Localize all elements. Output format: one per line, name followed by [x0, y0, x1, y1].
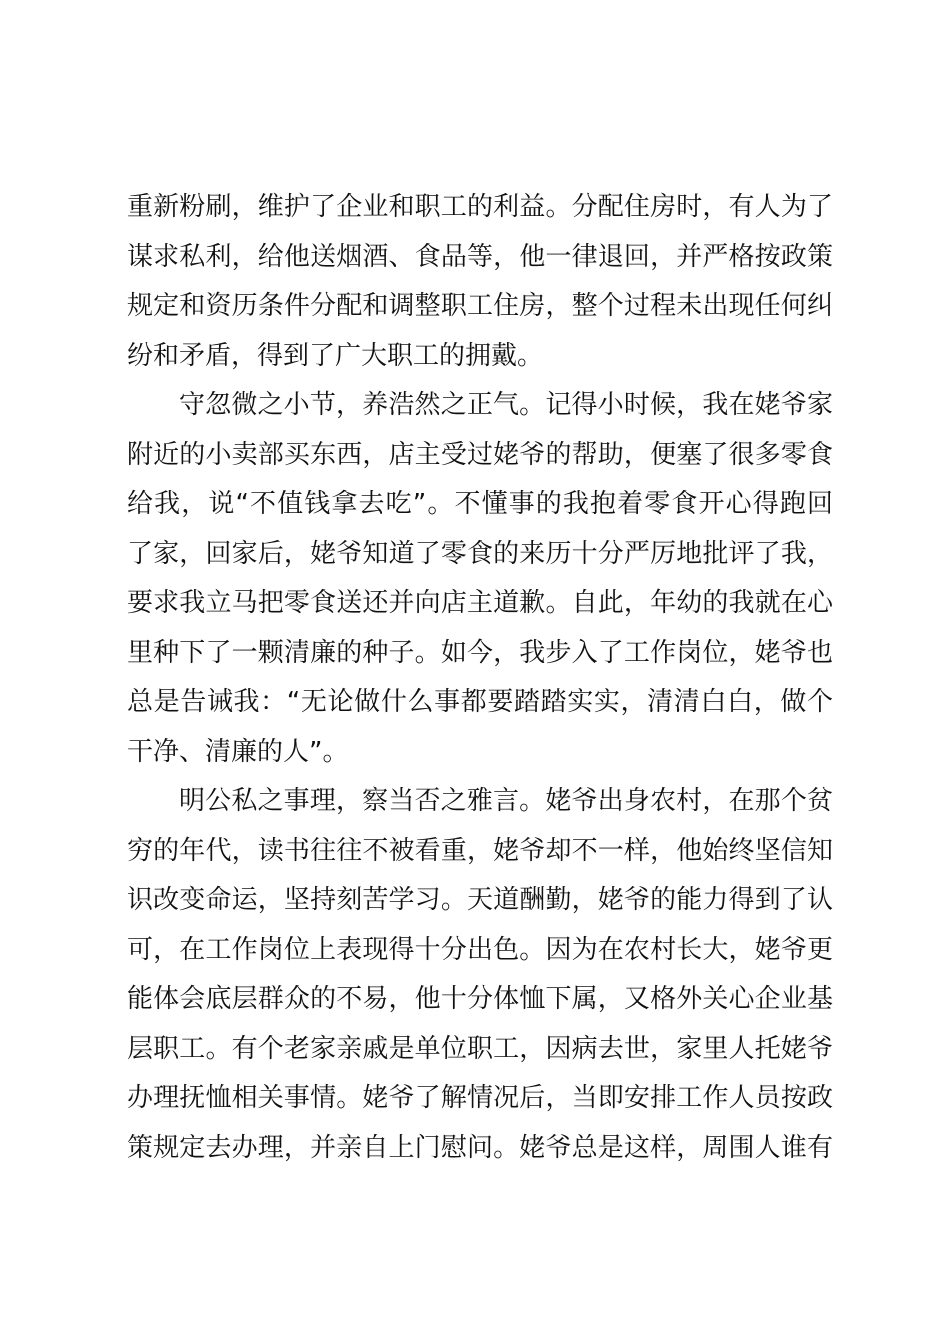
paragraph-3-line-2: 穷的年代，读书往往不被看重，姥爷却不一样，他始终坚信知 — [127, 835, 833, 866]
paragraph-1-line-4: 纷和矛盾，得到了广大职工的拥戴。 — [127, 340, 544, 371]
paragraph-2-line-5: 要求我立马把零食送还并向店主道歉。自此，年幼的我就在心 — [127, 588, 833, 618]
paragraph-2-line-6: 里种下了一颗清廉的种子。如今，我步入了工作岗位，姥爷也 — [127, 637, 833, 668]
paragraph-3-line-4: 可，在工作岗位上表现得十分出色。因为在农村长大，姥爷更 — [127, 934, 833, 965]
paragraph-2-line-4: 了家，回家后，姥爷知道了零食的来历十分严厉地批评了我， — [127, 538, 833, 569]
paragraph-1-line-3: 规定和资历条件分配和调整职工住房，整个过程未出现任何纠 — [127, 291, 833, 321]
paragraph-2-line-3: 给我，说“不值钱拿去吃”。不懂事的我抱着零食开心得跑回 — [127, 489, 833, 519]
paragraph-3-line-5: 能体会底层群众的不易，他十分体恤下属，又格外关心企业基 — [127, 984, 833, 1014]
paragraph-3-line-1: 明公私之事理，察当否之雅言。姥爷出身农村，在那个贫 — [179, 786, 833, 816]
paragraph-3-line-3: 识改变命运，坚持刻苦学习。天道酬勤，姥爷的能力得到了认 — [127, 885, 833, 915]
paragraph-2-line-7: 总是告诫我：“无论做什么事都要踏踏实实，清清白白，做个 — [127, 687, 833, 717]
document-body — [127, 183, 833, 1173]
paragraph-1-line-1: 重新粉刷，维护了企业和职工的利益。分配住房时，有人为了 — [127, 192, 833, 222]
paragraph-3-line-8: 策规定去办理，并亲自上门慰问。姥爷总是这样，周围人谁有 — [127, 1132, 833, 1163]
paragraph-3-line-6: 层职工。有个老家亲戚是单位职工，因病去世，家里人托姥爷 — [127, 1033, 833, 1064]
paragraph-2-line-1: 守忽微之小节，养浩然之正气。记得小时候，我在姥爷家 — [179, 390, 833, 420]
paragraph-3-line-7: 办理抚恤相关事情。姥爷了解情况后，当即安排工作人员按政 — [127, 1083, 833, 1113]
paragraph-2-line-8: 干净、清廉的人”。 — [127, 736, 349, 767]
paragraph-1-line-2: 谋求私利，给他送烟酒、食品等，他一律退回，并严格按政策 — [127, 241, 833, 272]
paragraph-2-line-2: 附近的小卖部买东西，店主受过姥爷的帮助，便塞了很多零食 — [127, 439, 833, 470]
